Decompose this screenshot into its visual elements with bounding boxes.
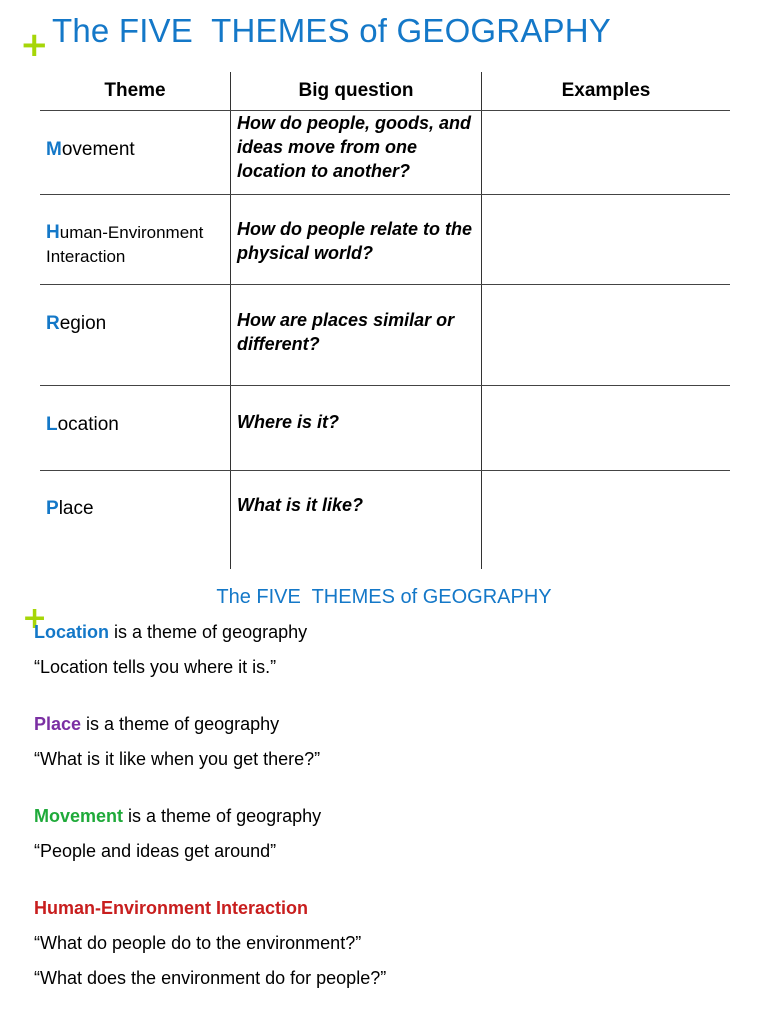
theme-name: ocation: [57, 414, 119, 435]
keyword-place: Place: [34, 714, 82, 734]
quote-human-environment-2: “What does the environment do for people?”: [34, 968, 387, 988]
header-examples: Examples: [482, 72, 731, 111]
definition-text: is a theme of geography: [81, 714, 280, 734]
big-question: Where is it?: [237, 412, 340, 432]
examples-cell[interactable]: [482, 111, 731, 195]
big-question: How do people relate to the physical world?: [237, 219, 473, 263]
examples-cell[interactable]: [482, 195, 731, 285]
theme-name: lace: [58, 498, 94, 519]
question-cell: [231, 111, 482, 195]
theme-initial: P: [46, 498, 59, 519]
keyword-human-environment: Human-Environment Interaction: [34, 898, 309, 918]
table-row-place: [40, 471, 730, 569]
table-row-movement: [40, 111, 730, 195]
page-title: The FIVE THEMES of GEOGRAPHY: [52, 12, 612, 49]
definition-text: is a theme of geography: [109, 622, 308, 642]
themes-table: [40, 72, 730, 569]
examples-cell[interactable]: [482, 386, 731, 471]
theme-name: ovement: [61, 139, 135, 160]
keyword-location: Location: [34, 622, 109, 642]
definition-text: is a theme of geography: [123, 806, 322, 826]
theme-initial: R: [46, 313, 60, 334]
question-cell: [231, 386, 482, 471]
theme-initial: M: [46, 139, 62, 160]
theme-cell: [40, 111, 231, 195]
examples-cell[interactable]: [482, 471, 731, 569]
question-cell: [231, 471, 482, 569]
section-subtitle: The FIVE THEMES of GEOGRAPHY: [216, 586, 552, 608]
theme-name: uman-Environment Interaction: [46, 223, 204, 266]
theme-name: egion: [59, 313, 107, 334]
plus-icon: +: [22, 601, 48, 636]
theme-initial: H: [46, 222, 60, 243]
definition-movement: [34, 806, 321, 827]
definition-location: [34, 622, 307, 643]
header-theme: Theme: [40, 72, 231, 111]
question-cell: [231, 285, 482, 386]
definition-human-environment: [34, 898, 308, 919]
table-header-row: [40, 72, 730, 111]
quote-human-environment-1: “What do people do to the environment?”: [34, 933, 362, 953]
examples-cell[interactable]: [482, 285, 731, 386]
question-cell: [231, 195, 482, 285]
header-big-question: Big question: [231, 72, 482, 111]
theme-cell: [40, 386, 231, 471]
theme-initial: L: [46, 414, 58, 435]
keyword-movement: Movement: [34, 806, 124, 826]
quote-location: “Location tells you where it is.”: [34, 657, 277, 677]
big-question: What is it like?: [237, 495, 364, 515]
theme-cell: [40, 471, 231, 569]
plus-icon: +: [20, 25, 49, 65]
table-row-region: [40, 285, 730, 386]
definition-place: [34, 714, 279, 735]
table-row-human-environment: [40, 195, 730, 285]
quote-movement: “People and ideas get around”: [34, 841, 277, 861]
big-question: How do people, goods, and ideas move from one location to another?: [237, 113, 471, 181]
table-row-location: [40, 386, 730, 471]
theme-cell: [40, 285, 231, 386]
big-question: How are places similar or different?: [237, 310, 455, 354]
quote-place: “What is it like when you get there?”: [34, 749, 321, 769]
theme-cell: [40, 195, 231, 285]
